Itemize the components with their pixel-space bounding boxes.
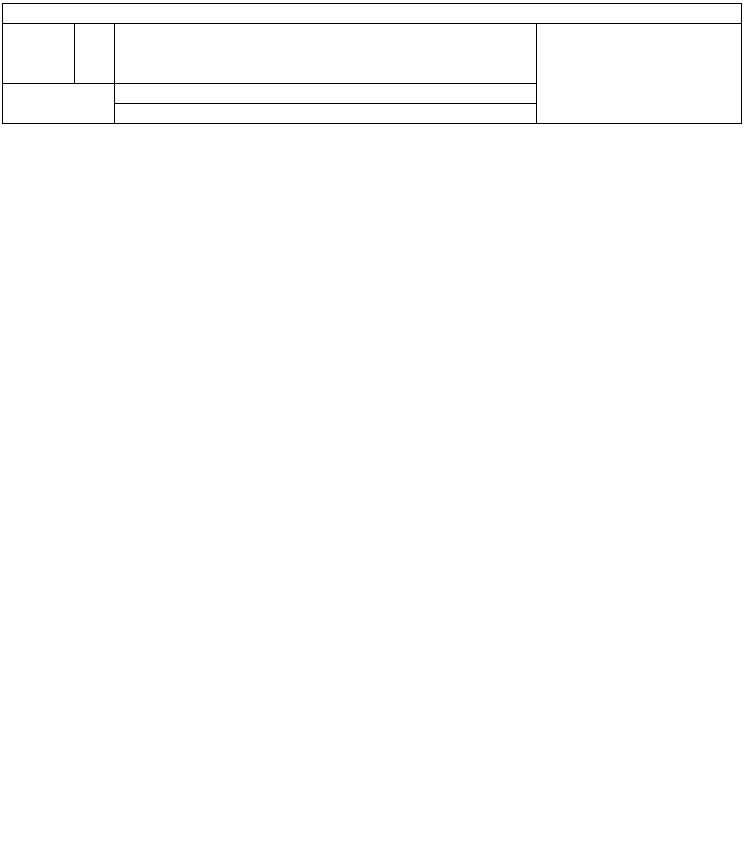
index-header bbox=[3, 24, 75, 84]
ot-line bbox=[115, 84, 537, 104]
ot-line bbox=[115, 104, 537, 124]
document-title bbox=[3, 4, 742, 24]
legend-cell bbox=[115, 24, 537, 84]
ot-label bbox=[3, 84, 115, 124]
syllabus-body bbox=[3, 4, 742, 124]
assignment-header bbox=[537, 24, 742, 124]
syllabus-table bbox=[2, 3, 742, 124]
header-row bbox=[3, 24, 742, 84]
day-header bbox=[75, 24, 115, 84]
title-row bbox=[3, 4, 742, 24]
